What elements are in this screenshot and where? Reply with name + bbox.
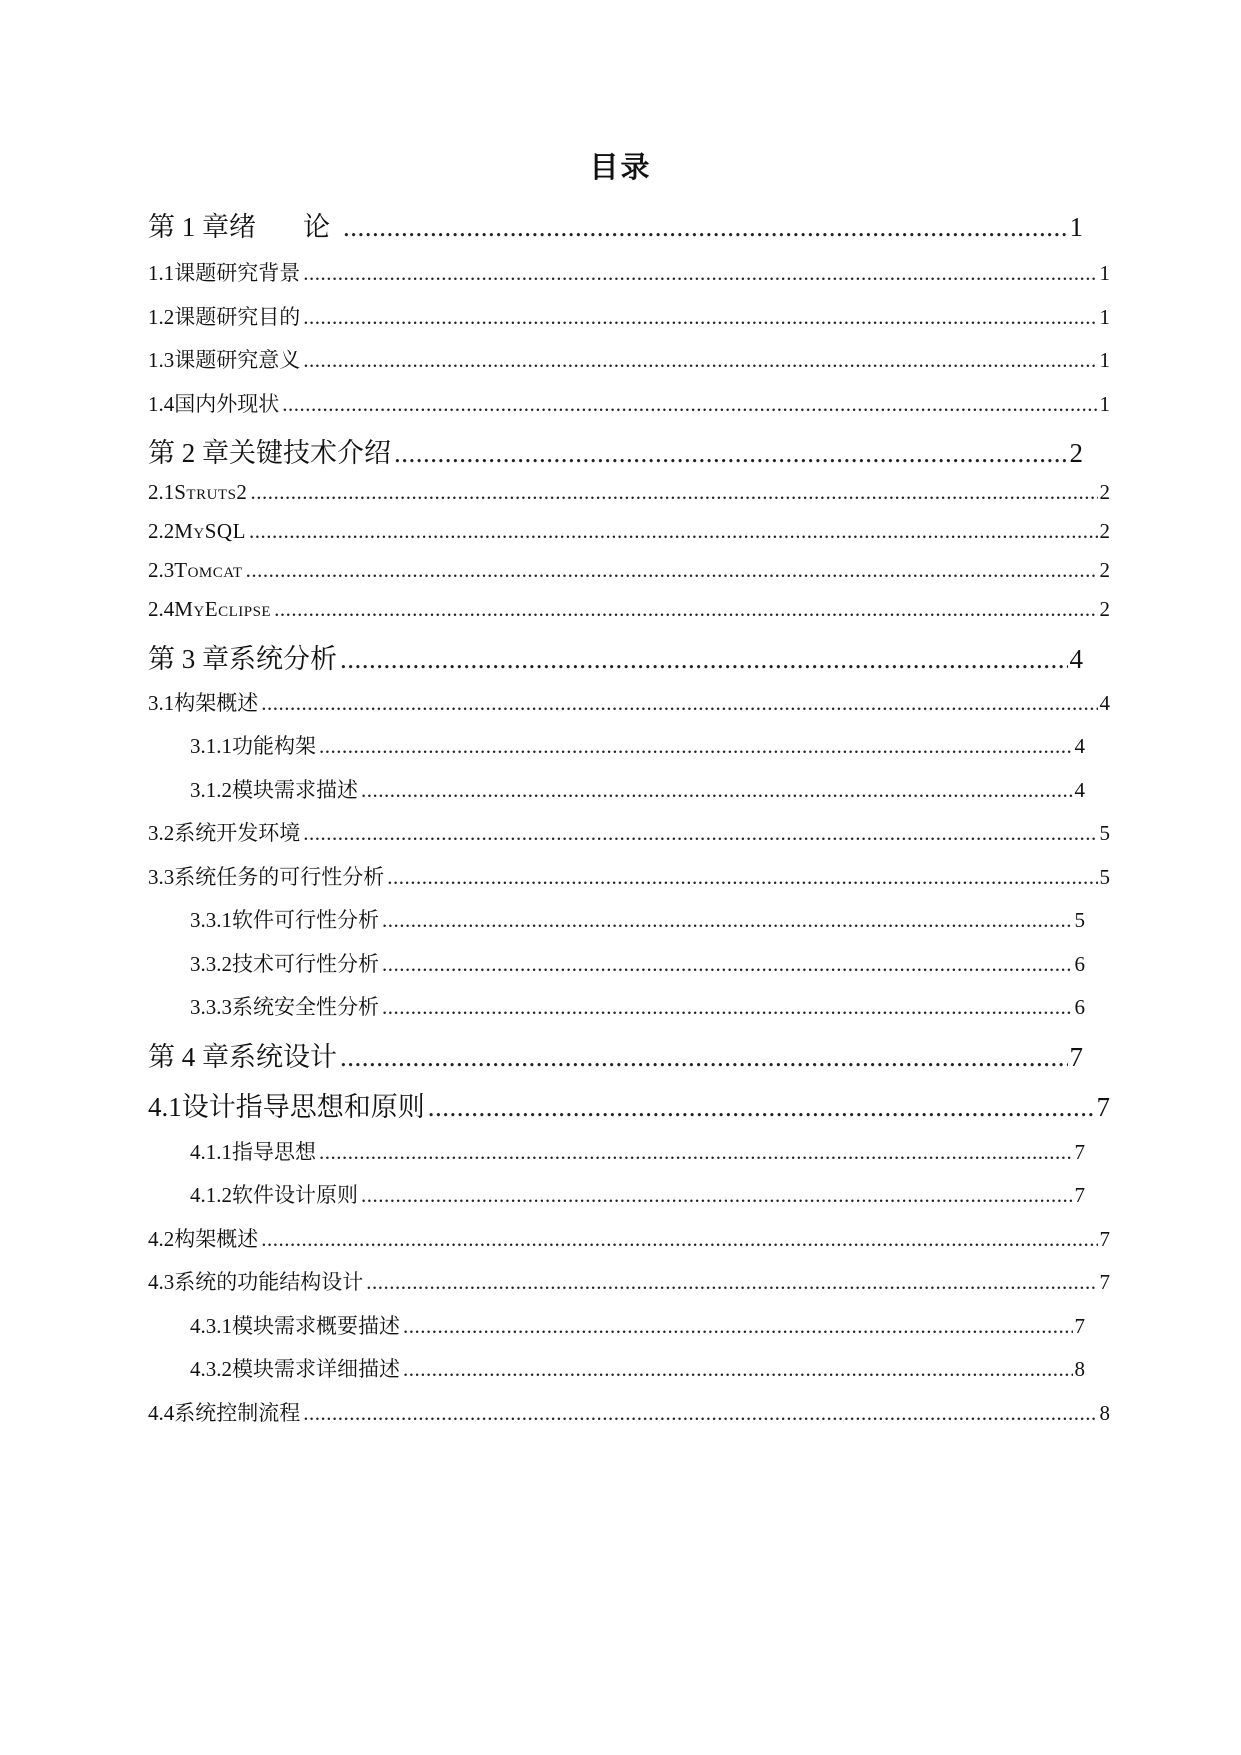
entry-label: 系统设计: [229, 1042, 337, 1073]
dot-leader: [303, 348, 1097, 373]
dot-leader: [246, 558, 1098, 583]
entry-number: 3.1.2: [190, 778, 232, 802]
toc-entry-3-3-3[interactable]: [190, 991, 1085, 1021]
entry-label: 功能构架: [232, 734, 316, 758]
entry-number: 4.4: [148, 1401, 175, 1425]
entry-page-number: 1: [1099, 305, 1110, 329]
dot-leader: [403, 1357, 1073, 1382]
toc-entry-2-2[interactable]: [148, 519, 1110, 544]
dot-leader: [428, 1092, 1095, 1123]
entry-label: 技术可行性分析: [232, 952, 379, 976]
toc-entry-3-1-1[interactable]: [190, 730, 1085, 760]
dot-leader: [366, 1270, 1097, 1295]
entry-label: 软件可行性分析: [232, 908, 379, 932]
toc-entry-1-3[interactable]: [148, 344, 1110, 374]
entry-page-number: 4: [1074, 778, 1085, 802]
dot-leader: [303, 1401, 1097, 1426]
entry-number: 2.4: [148, 597, 175, 621]
toc-entry-4-1-2[interactable]: [190, 1179, 1085, 1209]
toc-entry-4-3-2[interactable]: [190, 1353, 1085, 1383]
dot-leader: [319, 1140, 1073, 1165]
toc-entry-3-1[interactable]: [148, 687, 1110, 717]
entry-label: 课题研究意义: [174, 348, 301, 372]
dot-leader: [282, 392, 1097, 417]
entry-page-number: 1: [1099, 348, 1110, 372]
toc-entry-4-1[interactable]: [148, 1085, 1110, 1124]
toc-entry-1-4[interactable]: [148, 388, 1110, 418]
dot-leader: [340, 1042, 1068, 1073]
toc-entry-3-3[interactable]: [148, 861, 1110, 891]
dot-leader: [274, 597, 1097, 622]
dot-leader: [261, 1227, 1097, 1252]
entry-label: 模块需求详细描述: [232, 1357, 400, 1381]
dot-leader: [249, 519, 1098, 544]
dot-leader: [387, 865, 1097, 890]
toc-entry-4-3[interactable]: [148, 1266, 1110, 1296]
entry-label: 系统分析: [229, 644, 337, 675]
entry-page-number: 2: [1099, 558, 1110, 582]
entry-label: Struts2: [174, 480, 248, 504]
toc-entry-2-4[interactable]: [148, 597, 1110, 622]
entry-label: 构架概述: [174, 691, 259, 715]
entry-page-number: 1: [1069, 212, 1083, 242]
entry-page-number: 7: [1069, 1042, 1083, 1072]
entry-label: 课题研究背景: [174, 261, 301, 285]
entry-page-number: 7: [1074, 1314, 1085, 1338]
entry-page-number: 2: [1099, 597, 1110, 621]
entry-label: 课题研究目的: [174, 305, 301, 329]
entry-page-number: 7: [1096, 1092, 1110, 1122]
toc-entry-2-3[interactable]: [148, 558, 1110, 583]
dot-leader: [319, 734, 1073, 759]
toc-entry-3-3-1[interactable]: [190, 904, 1085, 934]
toc-entry-4-1-1[interactable]: [190, 1136, 1085, 1166]
dot-leader: [343, 212, 1068, 243]
entry-label: 软件设计原则: [232, 1183, 358, 1207]
dot-leader: [303, 261, 1097, 286]
entry-number: 4.3.2: [190, 1357, 232, 1381]
entry-label: 构架概述: [174, 1227, 259, 1251]
toc-entry-3-2[interactable]: [148, 817, 1110, 847]
dot-leader: [382, 995, 1073, 1020]
entry-page-number: 7: [1099, 1227, 1110, 1251]
toc-entry-4-2[interactable]: [148, 1223, 1110, 1253]
entry-number: 4.1.2: [190, 1183, 232, 1207]
entry-page-number: 7: [1074, 1140, 1085, 1164]
dot-leader: [303, 305, 1097, 330]
toc-entry-4-4[interactable]: [148, 1397, 1110, 1427]
entry-number: 3.1.1: [190, 734, 232, 758]
entry-number: 第 2 章: [148, 438, 229, 468]
entry-number: 4.2: [148, 1227, 175, 1251]
toc-entry-1-2[interactable]: [148, 301, 1110, 331]
dot-leader: [382, 908, 1073, 933]
entry-page-number: 6: [1074, 995, 1085, 1019]
entry-number: 3.3: [148, 865, 175, 889]
entry-page-number: 1: [1099, 392, 1110, 416]
toc-entry-chapter-3[interactable]: [148, 637, 1083, 676]
dot-leader: [303, 821, 1097, 846]
entry-page-number: 7: [1074, 1183, 1085, 1207]
entry-page-number: 2: [1099, 519, 1110, 543]
dot-leader: [340, 644, 1068, 675]
toc-entry-2-1[interactable]: [148, 480, 1110, 505]
entry-number: 第 3 章: [148, 644, 229, 674]
toc-entry-1-1[interactable]: [148, 257, 1110, 287]
entry-label: 系统任务的可行性分析: [174, 865, 385, 889]
entry-number: 3.3.2: [190, 952, 232, 976]
entry-label: Tomcat: [174, 558, 243, 582]
dot-leader: [361, 778, 1073, 803]
entry-number: 4.1.1: [190, 1140, 232, 1164]
entry-label: 国内外现状: [174, 392, 280, 416]
toc-entry-chapter-2[interactable]: [148, 431, 1083, 470]
entry-number: 4.3.1: [190, 1314, 232, 1338]
dot-leader: [382, 952, 1073, 977]
toc-entry-4-3-1[interactable]: [190, 1310, 1085, 1340]
entry-label: 关键技术介绍: [229, 438, 391, 469]
entry-page-number: 2: [1099, 480, 1110, 504]
entry-page-number: 5: [1099, 821, 1110, 845]
entry-label: 系统开发环境: [174, 821, 301, 845]
dot-leader: [403, 1314, 1073, 1339]
toc-entry-3-3-2[interactable]: [190, 948, 1085, 978]
entry-number: 3.2: [148, 821, 175, 845]
toc-entry-chapter-1[interactable]: [148, 205, 1083, 244]
entry-label: 模块需求描述: [232, 778, 358, 802]
entry-number: 3.3.1: [190, 908, 232, 932]
entry-page-number: 8: [1099, 1401, 1110, 1425]
entry-number: 1.3: [148, 348, 175, 372]
entry-number: 1.4: [148, 392, 175, 416]
entry-page-number: 5: [1074, 908, 1085, 932]
entry-number: 1.1: [148, 261, 175, 285]
entry-page-number: 5: [1099, 865, 1110, 889]
entry-page-number: 4: [1074, 734, 1085, 758]
entry-label: 系统控制流程: [174, 1401, 301, 1425]
toc-entry-3-1-2[interactable]: [190, 774, 1085, 804]
dot-leader: [361, 1183, 1073, 1208]
toc-title: 目录: [589, 150, 652, 184]
entry-number: 第 1 章: [148, 212, 229, 242]
entry-number: 第 4 章: [148, 1042, 229, 1072]
entry-label: 系统的功能结构设计: [174, 1270, 364, 1294]
entry-label: 设计指导思想和原则: [181, 1092, 425, 1123]
entry-page-number: 1: [1099, 261, 1110, 285]
entry-label: MySQL: [174, 519, 246, 543]
entry-page-number: 2: [1069, 438, 1083, 468]
entry-number: 2.3: [148, 558, 175, 582]
dot-leader: [261, 691, 1097, 716]
entry-number: 1.2: [148, 305, 175, 329]
entry-page-number: 7: [1099, 1270, 1110, 1294]
entry-label: 指导思想: [232, 1140, 316, 1164]
entry-page-number: 6: [1074, 952, 1085, 976]
toc-entry-chapter-4[interactable]: [148, 1035, 1083, 1074]
entry-label: 系统安全性分析: [232, 995, 379, 1019]
entry-number: 2.2: [148, 519, 175, 543]
entry-number: 3.1: [148, 691, 175, 715]
entry-page-number: 8: [1074, 1357, 1085, 1381]
entry-number: 4.3: [148, 1270, 175, 1294]
entry-label: 模块需求概要描述: [232, 1314, 400, 1338]
dot-leader: [250, 480, 1097, 505]
entry-label: 绪 论: [229, 212, 340, 243]
entry-label: MyEclipse: [174, 597, 272, 621]
dot-leader: [394, 438, 1068, 469]
entry-number: 4.1: [148, 1092, 182, 1122]
entry-page-number: 4: [1069, 644, 1083, 674]
entry-number: 3.3.3: [190, 995, 232, 1019]
entry-page-number: 4: [1099, 691, 1110, 715]
entry-number: 2.1: [148, 480, 175, 504]
